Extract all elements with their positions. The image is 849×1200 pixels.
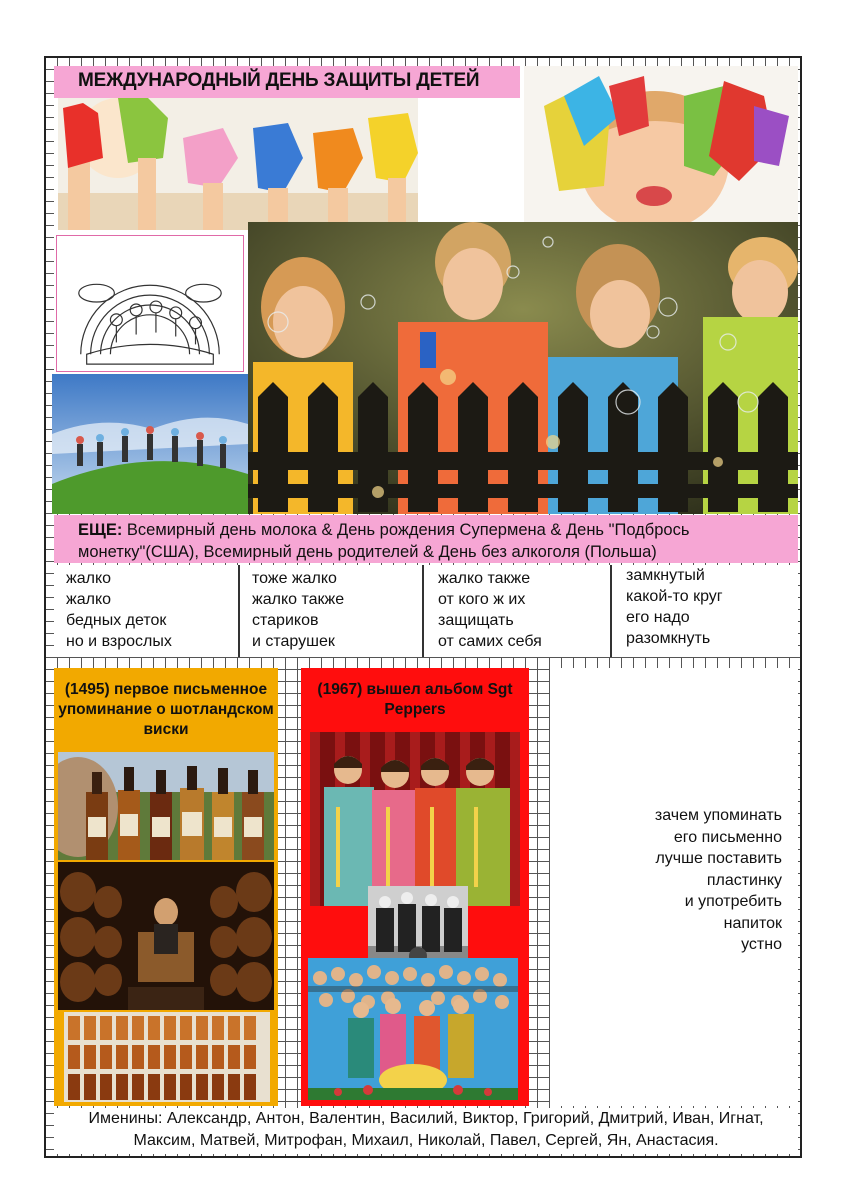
page-title: МЕЖДУНАРОДНЫЙ ДЕНЬ ЗАЩИТЫ ДЕТЕЙ <box>78 70 480 91</box>
note-line: от кого ж их <box>438 591 526 608</box>
whisky-title-line: упоминание о шотландском <box>58 701 274 718</box>
note-line: стариков <box>252 612 319 629</box>
beatles-title <box>301 680 529 720</box>
children-blowing-bubbles-photo <box>248 222 798 514</box>
note-column-1 <box>66 565 172 657</box>
note-divider <box>610 565 612 657</box>
note-column-4 <box>626 562 723 654</box>
whisky-title-line: (1495) первое письменное <box>64 681 268 698</box>
name-days-line-1: Именины: Александр, Антон, Валентин, Василий, Виктор, Григорий, Дмитрий, Иван, Игнат, <box>88 1110 764 1127</box>
child-with-painted-hands-photo <box>524 66 798 222</box>
note-line: разомкнуть <box>626 630 711 647</box>
note-line: жалко <box>66 570 112 587</box>
side-note-cell <box>550 668 798 1106</box>
note-line: и старушек <box>252 633 335 650</box>
also-band <box>54 515 798 563</box>
note-line: жалко также <box>252 591 345 608</box>
name-days-line-2: Максим, Матвей, Митрофан, Михаил, Николай, Павел, Сергей, Ян, Анастасия. <box>133 1131 719 1149</box>
note-column-3 <box>438 565 542 657</box>
name-days <box>54 1108 798 1154</box>
beatles-title-line: (1967) вышел альбом Sgt <box>317 681 513 698</box>
whisky-title <box>54 680 278 740</box>
whisky-title-line: виски <box>143 721 189 738</box>
also-line-1 <box>78 519 798 541</box>
note-divider <box>238 565 240 657</box>
also-text-1: Всемирный день молока & День рождения Супермена & День "Подбрось <box>122 521 690 539</box>
side-note <box>655 805 782 956</box>
note-divider <box>422 565 424 657</box>
also-label: ЕЩЕ: <box>78 521 123 539</box>
painted-hands-photo <box>58 98 418 230</box>
side-note-line: пластинку <box>706 871 782 889</box>
note-line: защищать <box>438 612 514 629</box>
note-line: но и взрослых <box>66 633 172 650</box>
side-note-line: напиток <box>723 914 782 932</box>
rainbow-children-coloring-page <box>56 235 244 372</box>
note-line: от самих себя <box>438 633 542 650</box>
side-note-line: и употребить <box>684 893 782 910</box>
note-column-2 <box>252 565 344 657</box>
beatles-uniforms-photo <box>310 732 520 906</box>
side-note-line: устно <box>741 936 782 953</box>
also-line-2: монетку"(США), Всемирный день родителей & День без алкоголя (Польша) <box>78 543 657 561</box>
note-line: замкнутый <box>626 567 705 584</box>
note-line: жалко <box>66 591 112 608</box>
note-line: жалко также <box>438 570 531 587</box>
side-note-line: лучше поставить <box>655 850 782 867</box>
note-line: бедных деток <box>66 612 167 629</box>
note-line: его надо <box>626 609 690 626</box>
sgt-peppers-album-cover <box>308 958 518 1100</box>
whisky-shelf-photo <box>64 1012 270 1102</box>
note-line: тоже жалко <box>252 570 337 587</box>
side-note-line: его письменно <box>673 828 782 846</box>
children-on-hill-photo <box>52 374 248 514</box>
beatles-title-line: Peppers <box>384 701 446 718</box>
whisky-barrels-photo <box>58 862 274 1010</box>
notes-row <box>54 565 798 657</box>
side-note-line: зачем упоминать <box>654 807 782 824</box>
note-line: какой-то круг <box>626 588 723 605</box>
whisky-bottles-photo <box>58 752 274 860</box>
